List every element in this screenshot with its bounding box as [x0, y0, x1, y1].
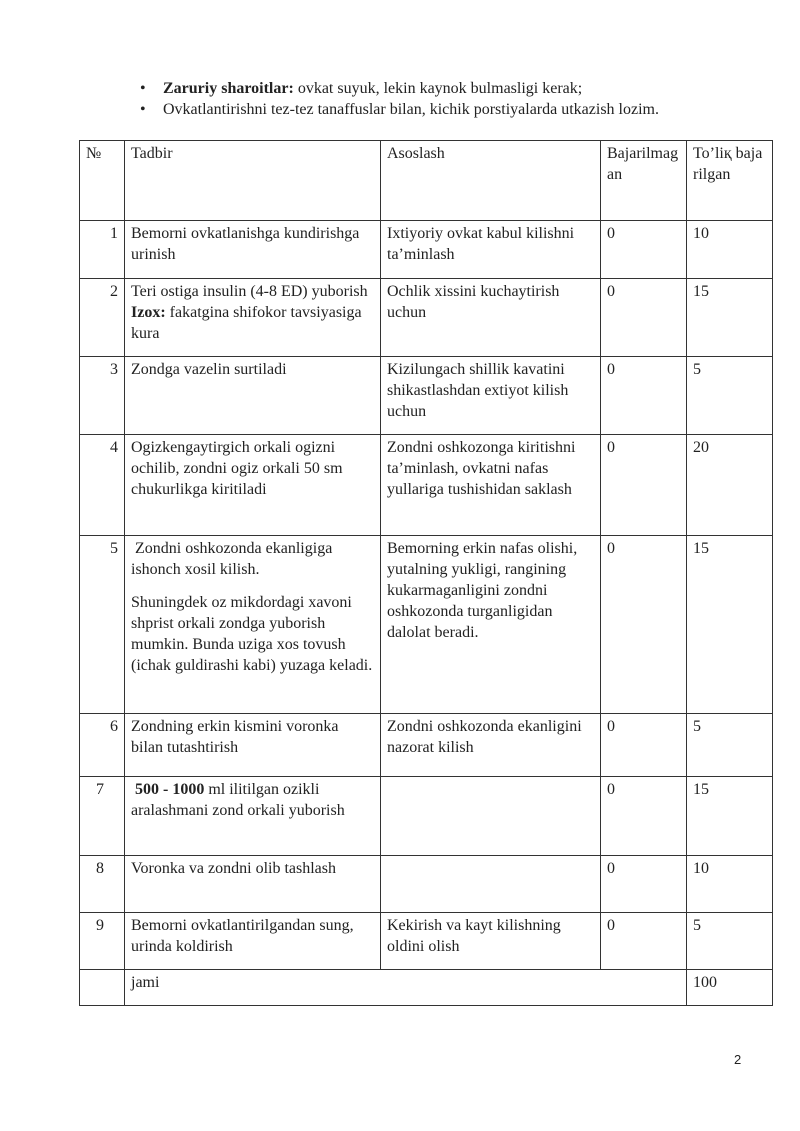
header-num: №: [80, 141, 125, 221]
header-tadbir: Tadbir: [125, 141, 381, 221]
bullet-item: [138, 78, 738, 99]
row-asoslash: Kizilungach shillik kavatini shikastlashdan extiyot kilish uchun: [381, 357, 601, 435]
row-toliq: 15: [687, 279, 773, 357]
table-header-row: [80, 141, 773, 221]
row-asoslash: Ixtiyoriy ovkat kabul kilishni ta’minlash: [381, 221, 601, 279]
row-bajarilmagan: 0: [601, 777, 687, 856]
total-label: jami: [125, 970, 687, 1006]
bullet-bold-text: Zaruriy sharoitlar:: [163, 80, 294, 97]
row-tadbir: Zondga vazelin surtiladi: [125, 357, 381, 435]
row-num: 2: [80, 279, 125, 357]
row-asoslash: [381, 856, 601, 913]
row-num: 9: [80, 913, 125, 970]
table-row: [80, 357, 773, 435]
row-tadbir: [125, 279, 381, 357]
row-bajarilmagan: 0: [601, 279, 687, 357]
table-row: [80, 714, 773, 777]
row-tadbir: Ogizkengaytirgich orkali ogizni ochilib, zondni ogiz orkali 50 sm chukurlikga kiritiladi: [125, 435, 381, 536]
bullet-item: [138, 99, 738, 120]
row-num: 8: [80, 856, 125, 913]
row-tadbir: [125, 777, 381, 856]
row-asoslash: Zondni oshkozonda ekanligini nazorat kilish: [381, 714, 601, 777]
row-toliq: 10: [687, 856, 773, 913]
header-toliq: To’liқ bajarilgan: [687, 141, 773, 221]
row-tadbir-note: Shuningdek oz mikdordagi xavoni shprist orkali zondga yuborish mumkin. Bunda uziga xos tovush (ichak guldirashi kabi) yuzaga keladi.: [131, 594, 373, 674]
row-tadbir-text: Teri ostiga insulin (4-8 ED) yuborish: [131, 283, 368, 300]
row-num: 6: [80, 714, 125, 777]
row-bajarilmagan: 0: [601, 357, 687, 435]
row-toliq: 5: [687, 913, 773, 970]
table-row: [80, 536, 773, 714]
row-bajarilmagan: 0: [601, 913, 687, 970]
row-toliq: 5: [687, 357, 773, 435]
row-bajarilmagan: 0: [601, 435, 687, 536]
header-bajarilmagan: Bajarilmagan: [601, 141, 687, 221]
row-toliq: 15: [687, 777, 773, 856]
row-tadbir-text: Zondni oshkozonda ekanligiga ishonch xosil kilish.: [131, 540, 337, 578]
row-bajarilmagan: 0: [601, 714, 687, 777]
table-row: [80, 435, 773, 536]
row-num: 7: [80, 777, 125, 856]
row-tadbir-bold: 500 - 1000: [135, 781, 205, 798]
row-tadbir: [125, 536, 381, 714]
row-tadbir: Voronka va zondni olib tashlash: [125, 856, 381, 913]
total-value: 100: [687, 970, 773, 1006]
row-tadbir: Bemorni ovkatlantirilgandan sung, urinda koldirish: [125, 913, 381, 970]
row-asoslash: Zondni oshkozonga kiritishni ta’minlash, ovkatni nafas yullariga tushishidan saklash: [381, 435, 601, 536]
table-row: [80, 777, 773, 856]
bullet-list: [138, 78, 738, 120]
row-tadbir-text: fakatgina shifokor tavsiyasiga kura: [131, 304, 362, 342]
table-row: [80, 913, 773, 970]
row-num: 4: [80, 435, 125, 536]
bullet-text: Ovkatlantirishni tez-tez tanaffuslar bilan, kichik porstiyalarda utkazish lozim.: [163, 101, 659, 118]
row-tadbir: Zondning erkin kismini voronka bilan tutashtirish: [125, 714, 381, 777]
bullet-dot-icon: •: [140, 101, 146, 118]
row-toliq: 10: [687, 221, 773, 279]
row-bajarilmagan: 0: [601, 536, 687, 714]
bullet-text: ovkat suyuk, lekin kaynok bulmasligi kerak;: [293, 80, 583, 97]
row-asoslash: Kekirish va kayt kilishning oldini olish: [381, 913, 601, 970]
row-tadbir-bold: Izox:: [131, 304, 166, 321]
procedure-table: [79, 140, 773, 1006]
row-toliq: 5: [687, 714, 773, 777]
header-asoslash: Asoslash: [381, 141, 601, 221]
row-asoslash: Bemorning erkin nafas olishi, yutalning yukligi, rangining kukarmaganligini zondni oshkozonda turganligidan dalolat beradi.: [381, 536, 601, 714]
row-tadbir: Bemorni ovkatlanishga kundirishga urinish: [125, 221, 381, 279]
page-number: 2: [734, 1052, 742, 1067]
row-num: 3: [80, 357, 125, 435]
table-total-row: [80, 970, 773, 1006]
table-row: [80, 221, 773, 279]
row-tadbir-text: ml ilitilgan ozikli aralashmani zond orkali yuborish: [131, 781, 345, 819]
row-bajarilmagan: 0: [601, 221, 687, 279]
bullet-dot-icon: •: [140, 80, 146, 97]
total-empty-cell: [80, 970, 125, 1006]
row-toliq: 15: [687, 536, 773, 714]
table-row: [80, 856, 773, 913]
row-asoslash: Ochlik xissini kuchaytirish uchun: [381, 279, 601, 357]
row-num: 1: [80, 221, 125, 279]
row-num: 5: [80, 536, 125, 714]
row-bajarilmagan: 0: [601, 856, 687, 913]
row-toliq: 20: [687, 435, 773, 536]
row-asoslash: [381, 777, 601, 856]
table-row: [80, 279, 773, 357]
